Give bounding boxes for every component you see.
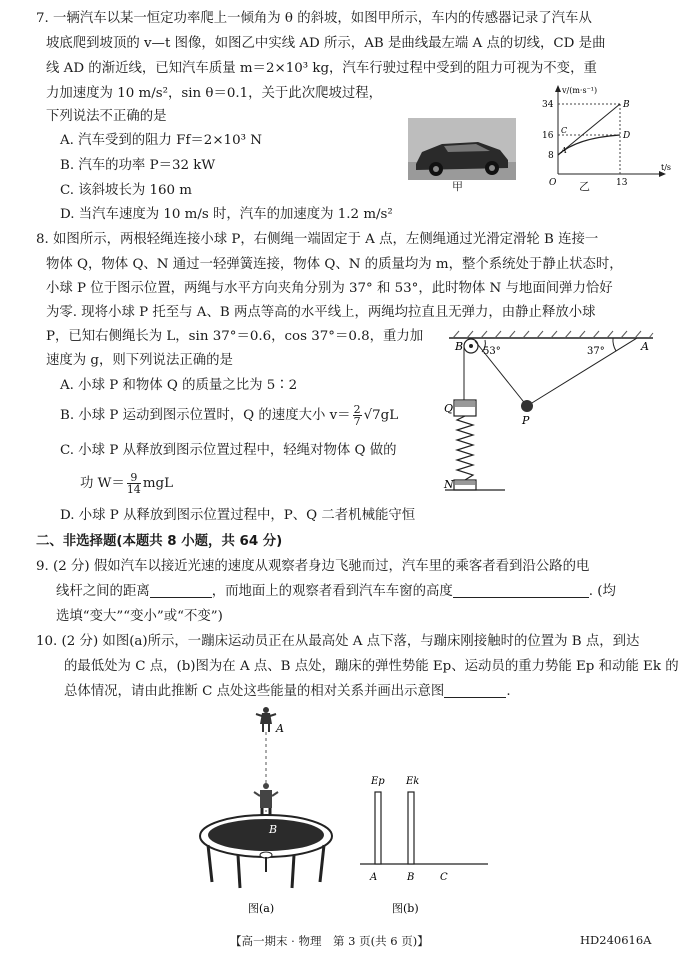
vt-origin: O: [549, 178, 557, 188]
q9-line-2: 线杆之间的距离 ，而地面上的观察者看到汽车车窗的高度 . (均: [56, 584, 616, 599]
fig-b-tick-a: A: [370, 872, 378, 883]
q7-line-2: 坡底爬到坡顶的 v—t 图像，如图乙中实线 AD 所示，AB 是曲线最左端 A 点的切线，CD 是曲: [46, 36, 606, 51]
section-2-heading: 二、非选择题(本题共 8 小题，共 64 分): [36, 534, 283, 549]
diagram-angle-37: 37°: [587, 346, 605, 357]
q7-option-a: A. 汽车受到的阻力 Ff＝2×10³ N: [60, 133, 262, 148]
q7-line-4: 力加速度为 10 m/s²，sin θ＝0.1，关于此次爬坡过程，: [46, 86, 383, 101]
fig-a-label-b: B: [269, 823, 278, 836]
q8-line-1: 8. 如图所示，两根轻绳连接小球 P，右侧绳一端固定于 A 点，左侧绳通过光滑定滑轮 B 连接一: [36, 232, 599, 247]
q7-line-3: 线 AD 的渐近线，已知汽车质量 m＝2×10³ kg，汽车行驶过程中受到的阻力可视为不变，重: [46, 61, 597, 76]
q8-option-d: D. 小球 P 从释放到图示位置过程中，P、Q 二者机械能守恒: [60, 508, 416, 523]
vt-tick-34: 34: [542, 100, 554, 110]
q10-line-3: 总体情况，请由此推断 C 点处这些能量的相对关系并画出示意图 .: [64, 684, 511, 699]
fig-jia-caption: 甲: [452, 180, 463, 193]
q9-blank-2[interactable]: [453, 583, 589, 598]
vt-xlabel: t/s: [661, 163, 672, 172]
diagram-label-p: P: [522, 414, 530, 427]
q10-blank[interactable]: [444, 683, 506, 698]
fig-a-caption: 图(a): [248, 902, 275, 915]
q8-option-a: A. 小球 P 和物体 Q 的质量之比为 5∶2: [60, 378, 298, 393]
vt-tick-16: 16: [542, 131, 554, 141]
vt-point-c: C: [561, 126, 568, 135]
pulley-diagram: [445, 328, 657, 500]
vt-tick-8: 8: [548, 151, 554, 161]
q9-line-3: 选填“变大”“变小”或“不变”): [56, 609, 223, 624]
q8-option-b: B. 小球 P 运动到图示位置时，Q 的速度大小 v＝ $\frac{2}{7}$ √7gL: [60, 403, 399, 428]
vt-graph: [520, 82, 670, 194]
athlete-top: [256, 707, 276, 732]
fig-yi-caption: 乙: [579, 180, 590, 193]
energy-bar-figure: [360, 762, 490, 922]
vt-point-a: A: [561, 146, 567, 155]
q10-line-1: 10. (2 分) 如图(a)所示，一蹦床运动员正在从最高处 A 点下落，与蹦床刚接触时的位置为 B 点，到达: [36, 634, 640, 649]
fig-a-label-a: A: [276, 722, 284, 735]
q7-option-c: C. 该斜坡长为 160 m: [60, 183, 193, 198]
q9-blank-1[interactable]: [150, 583, 212, 598]
fig-b-tick-b: B: [407, 872, 415, 883]
q10-line-2: 的最低处为 C 点，(b)图为在 A 点、B 点处，蹦床的弹性势能 Ep、运动员的重力势能 Ep 和动能 Ek 的: [64, 659, 679, 674]
q8-option-c-line-2: 功 W＝ $\frac{9}{14}$ mgL: [80, 471, 173, 496]
diagram-label-b: B: [455, 340, 464, 353]
fig-b-ek-label: Ek: [406, 776, 420, 787]
vt-point-b: B: [623, 100, 630, 110]
trampoline-figure: [196, 700, 344, 922]
q8-line-4: 为零. 现将小球 P 托至与 A、B 两点等高的水平线上，两绳均拉直且无弹力，由静止释放小球: [46, 305, 596, 320]
footer-page-info: 【高一期末 · 物理 第 3 页(共 6 页)】: [230, 934, 429, 948]
q7-line-5: 下列说法不正确的是: [46, 109, 167, 124]
fig-b-ep-label: Ep: [371, 776, 385, 787]
q7-line-1: 7. 一辆汽车以某一恒定功率爬上一倾角为 θ 的斜坡，如图甲所示，车内的传感器记录了汽车从: [36, 11, 592, 26]
vt-ylabel: v/(m·s⁻¹): [562, 86, 598, 95]
q8-line-2: 物体 Q，物体 Q、N 通过一轻弹簧连接，物体 Q、N 的质量均为 m，整个系统处于静止状态时，: [46, 257, 623, 272]
q7-option-d: D. 当汽车速度为 10 m/s 时，汽车的加速度为 1.2 m/s²: [60, 207, 393, 222]
q8-line-3: 小球 P 位于图示位置，两绳与水平方向夹角分别为 37° 和 53°，此时物体 N 与地面间弹力恰好: [46, 281, 613, 296]
diagram-angle-53: 53°: [483, 346, 501, 357]
q9-line-1: 9. (2 分) 假如汽车以接近光速的速度从观察者身边飞驰而过，汽车里的乘客者看到沿公路的电: [36, 559, 590, 574]
q8-option-c-line-1: C. 小球 P 从释放到图示位置过程中，轻绳对物体 Q 做的: [60, 443, 397, 458]
footer-code: HD240616A: [580, 933, 652, 947]
fig-b-caption: 图(b): [392, 902, 419, 915]
q7-option-b: B. 汽车的功率 P＝32 kW: [60, 158, 216, 173]
q8-line-5: P，已知右侧绳长为 L，sin 37°＝0.6，cos 37°＝0.8，重力加: [46, 329, 424, 344]
q8-line-6: 速度为 g，则下列说法正确的是: [46, 353, 233, 368]
diagram-label-q: Q: [444, 402, 454, 415]
diagram-label-n: N: [444, 478, 454, 491]
diagram-label-a: A: [641, 340, 649, 353]
vt-point-d: D: [623, 131, 631, 141]
fig-b-tick-c: C: [440, 872, 448, 883]
athlete-bottom: [254, 783, 278, 808]
vt-tick-13: 13: [616, 178, 628, 188]
